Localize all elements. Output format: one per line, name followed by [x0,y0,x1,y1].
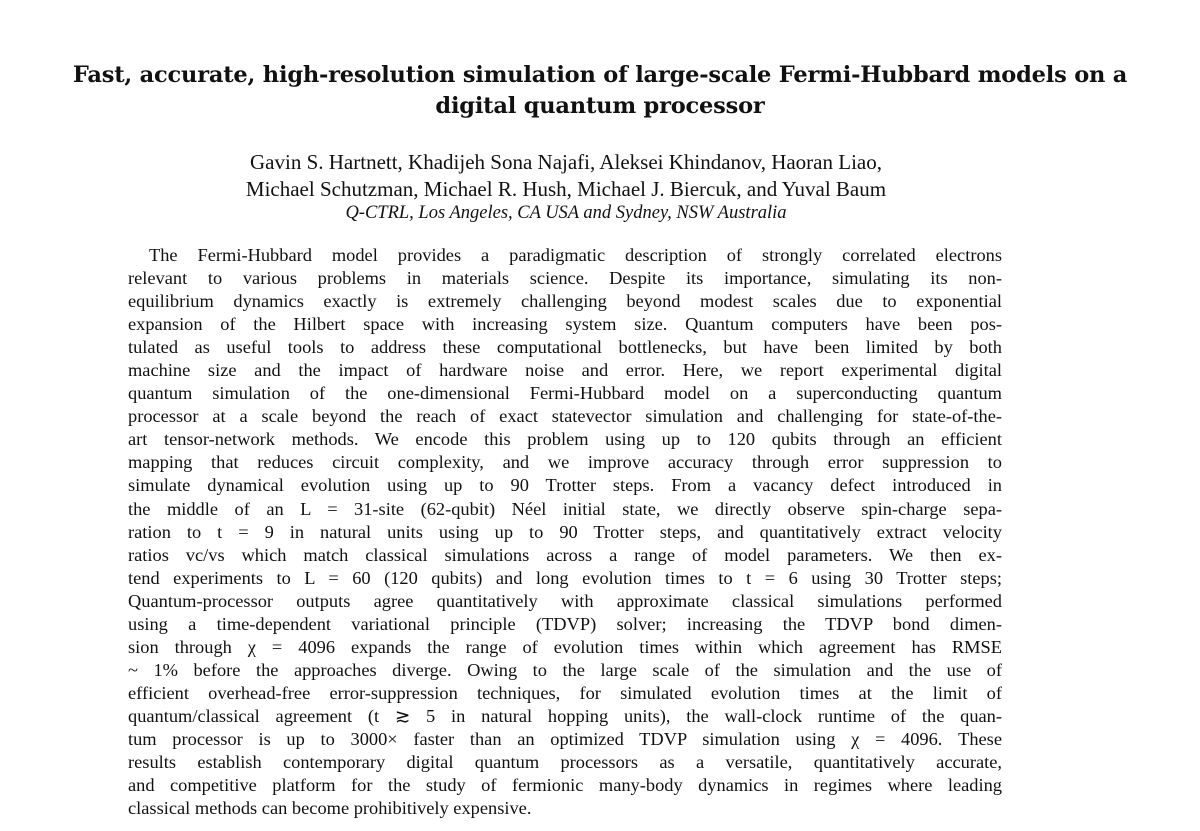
paper-title [0,60,1200,122]
abstract-line: tum processor is up to 3000× faster than an optimized TDVP simulation using χ = 4096. These [128,728,1002,749]
title-line-1: Fast, accurate, high-resolution simulation of large-scale Fermi-Hubbard models on a [72,62,1128,88]
abstract-line: tend experiments to L = 60 (120 qubits) and long evolution times to t = 6 using 30 Trotter steps; [128,567,1002,588]
affiliation: Q-CTRL, Los Angeles, CA USA and Sydney, NSW Australia [345,203,787,223]
author-list [0,149,1132,203]
abstract-line: results establish contemporary digital quantum processors as a versatile, quantitatively accurate, [128,752,1002,773]
abstract-line: art tensor-network methods. We encode this problem using up to 120 qubits through an efficient [128,429,1002,450]
abstract-line: Quantum-processor outputs agree quantitatively with approximate classical simulations performed [128,590,1002,611]
author-line-2: Michael Schutzman, Michael R. Hush, Michael J. Biercuk, and Yuval Baum [245,177,887,201]
abstract-line: ratios vc/vs which match classical simulations across a range of model parameters. We then ex- [128,544,1002,565]
abstract-line: equilibrium dynamics exactly is extremely challenging beyond modest scales due to exponential [128,291,1002,312]
abstract-line: mapping that reduces circuit complexity, and we improve accuracy through error suppression to [128,452,1002,473]
abstract-line: The Fermi-Hubbard model provides a paradigmatic description of strongly correlated electrons [149,245,1002,265]
abstract-line: tulated as useful tools to address these computational bottlenecks, but have been limited by both [128,337,1002,358]
abstract-line: sion through χ = 4096 expands the range of evolution times within which agreement has RMSE [128,636,1002,657]
author-line-1: Gavin S. Hartnett, Khadijeh Sona Najafi, Aleksei Khindanov, Haoran Liao, [250,150,882,174]
abstract-line: using a time-dependent variational principle (TDVP) solver; increasing the TDVP bond dimen- [128,613,1002,634]
abstract-line: quantum/classical agreement (t ≳ 5 in natural hopping units), the wall-clock runtime of the quan- [128,705,1002,726]
abstract-line: the middle of an L = 31-site (62-qubit) Néel initial state, we directly observe spin-charge sepa- [128,498,1002,519]
abstract-line: quantum simulation of the one-dimensional Fermi-Hubbard model on a superconducting quantum [128,383,1002,404]
abstract [128,244,1002,820]
abstract-line: simulate dynamical evolution using up to 90 Trotter steps. From a vacancy defect introduced in [128,475,1002,496]
abstract-line: ~ 1% before the approaches diverge. Owing to the large scale of the simulation and the use of [128,659,1002,680]
abstract-line: expansion of the Hilbert space with increasing system size. Quantum computers have been pos- [128,314,1002,335]
abstract-line: and competitive platform for the study of fermionic many-body dynamics in regimes where leading [128,775,1002,796]
abstract-line: relevant to various problems in materials science. Despite its importance, simulating its non- [128,268,1002,289]
title-line-2: digital quantum processor [435,93,765,119]
abstract-line: classical methods can become prohibitively expensive. [128,798,532,819]
abstract-line: efficient overhead-free error-suppression techniques, for simulated evolution times at the limit of [128,682,1002,703]
abstract-line: ration to t = 9 in natural units using up to 90 Trotter steps, and quantitatively extract velocity [128,521,1002,542]
abstract-line: processor at a scale beyond the reach of exact statevector simulation and challenging for state-of-the- [128,406,1002,427]
abstract-line: machine size and the impact of hardware noise and error. Here, we report experimental digital [128,360,1002,381]
